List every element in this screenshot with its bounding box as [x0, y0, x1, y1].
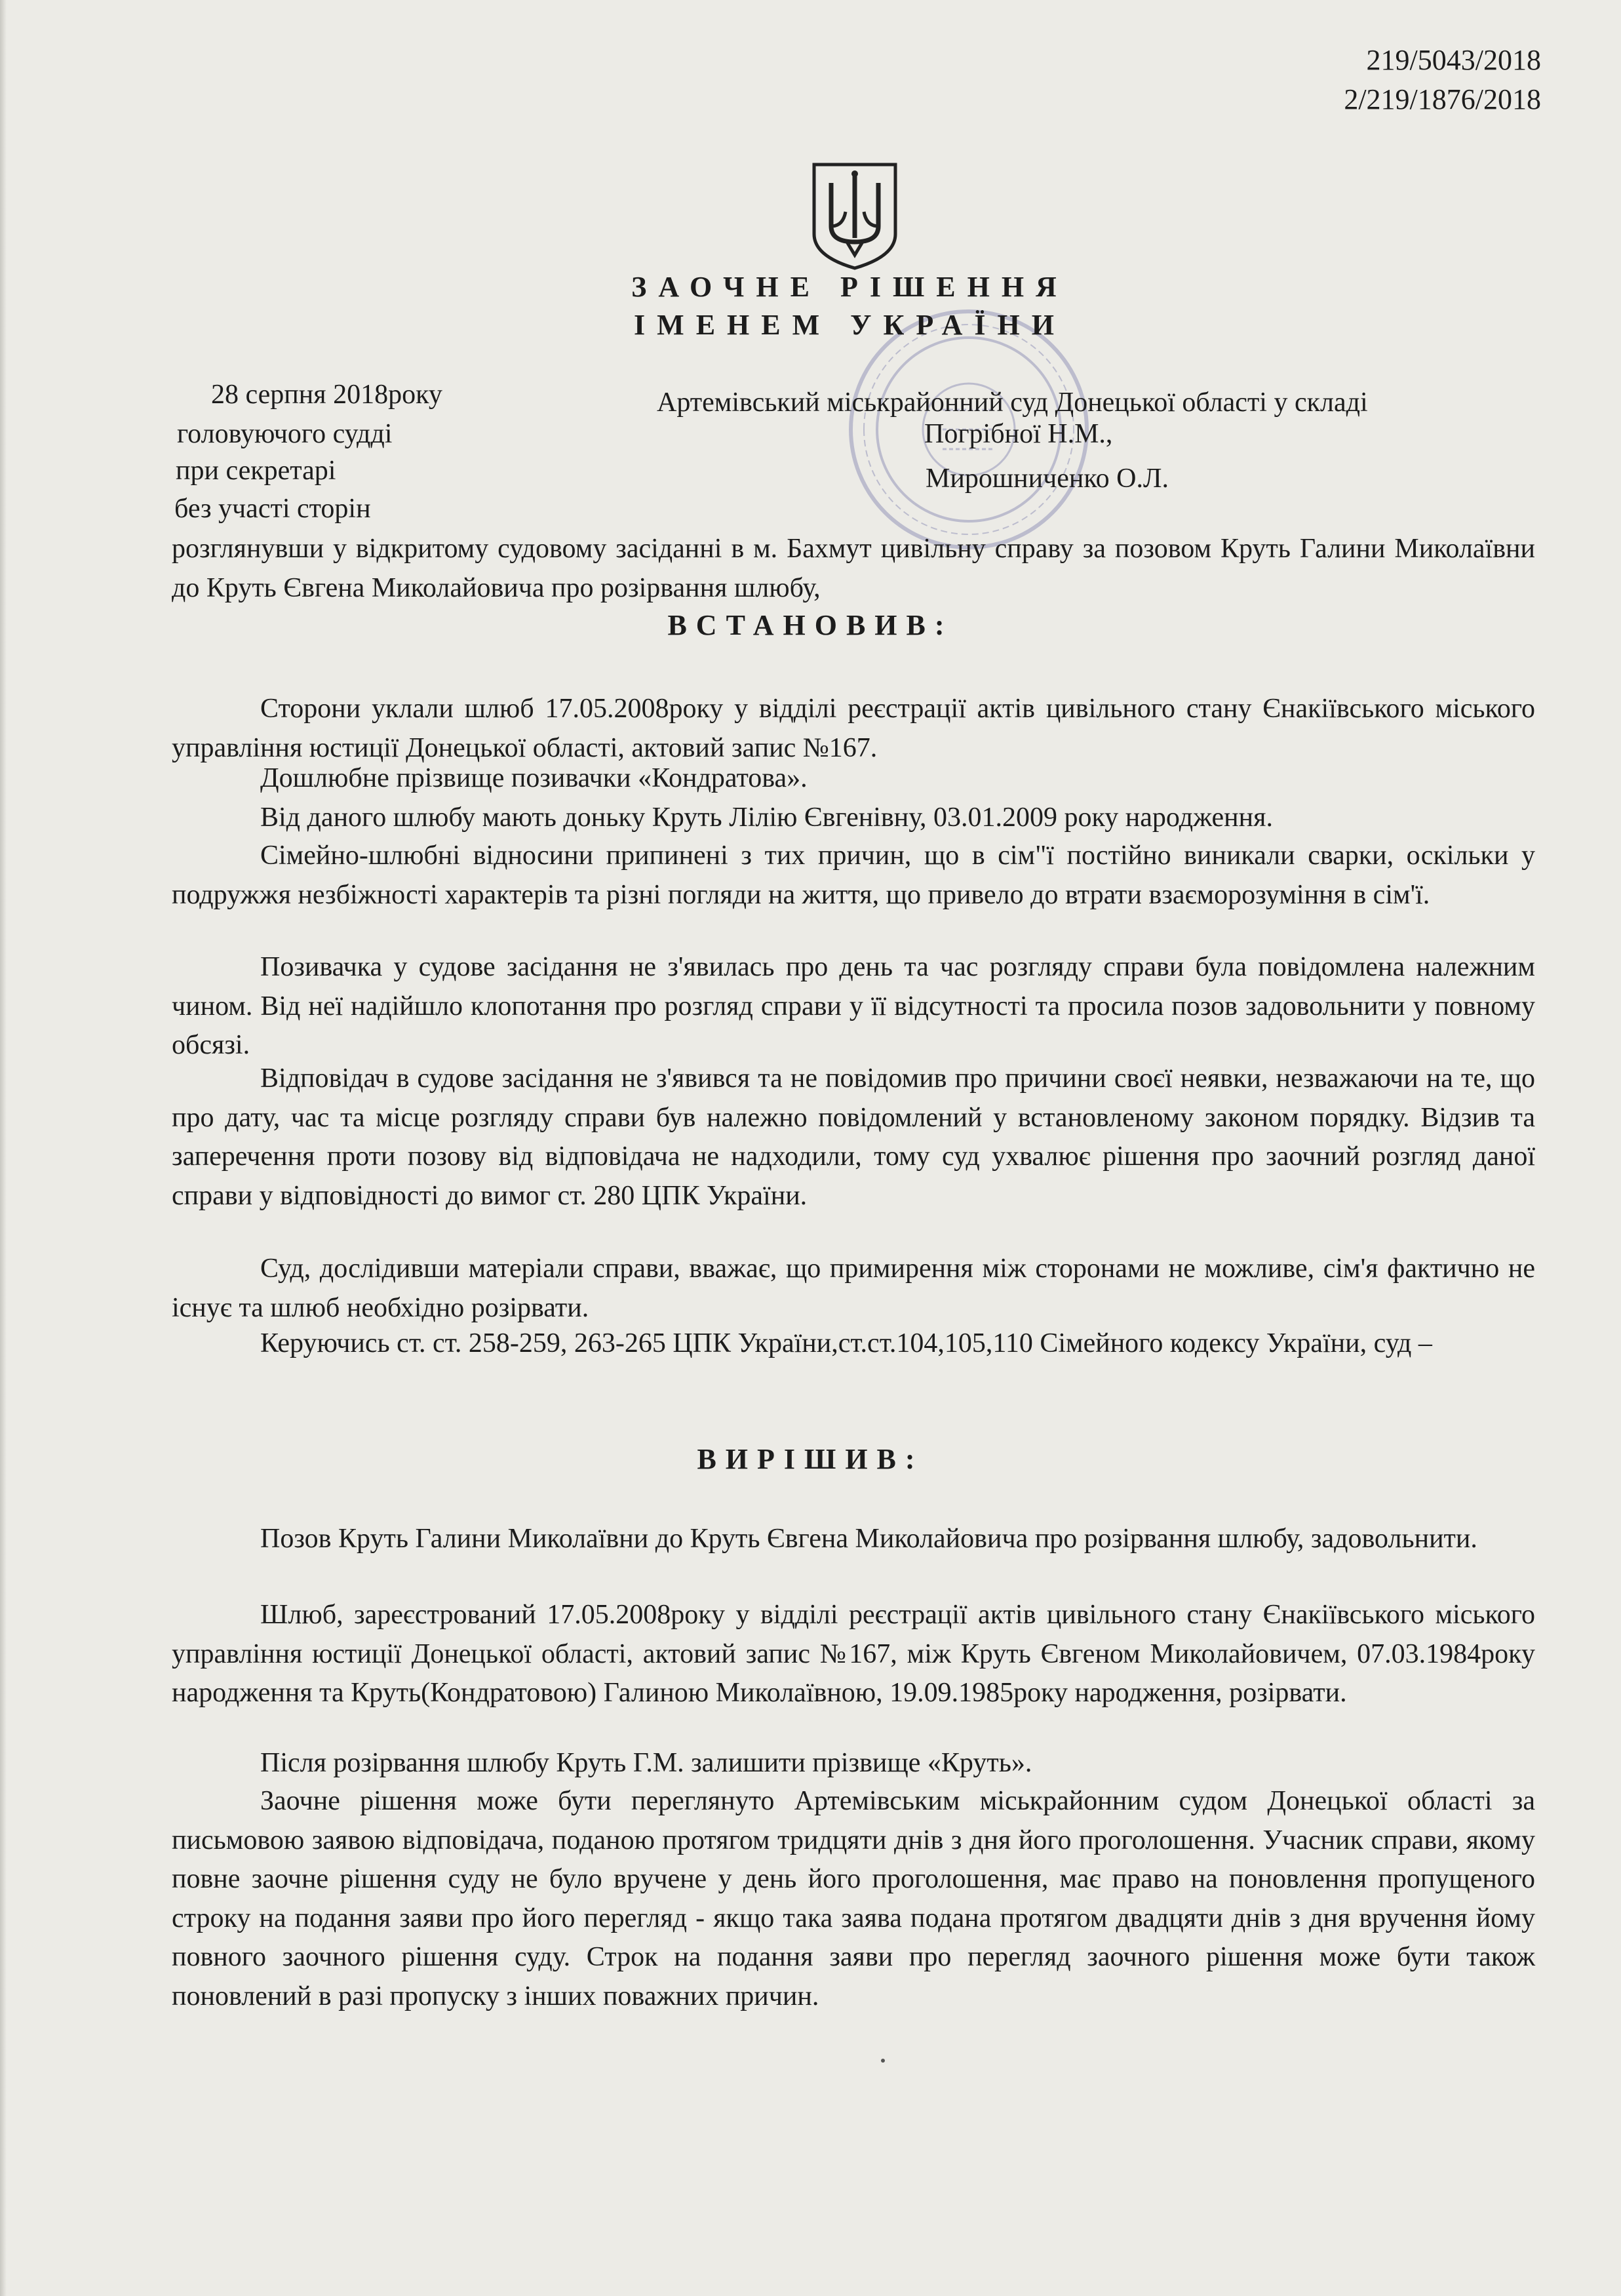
established-paragraph-6: Відповідач в судове засідання не з'явився та не повідомив про причини своєї неявки, незважаючи на те, що про дату, час та місце розгляду справи був належно повідомлений у встановленому законом порядку. Відзив та заперечення проти позову від відповідача не надходили, тому суд ухвалює рішення про заочний розгляд даної справи у відповідності до вимог ст. 280 ЦПК України.: [172, 1063, 1535, 1211]
coat-of-arms-icon: [809, 161, 901, 272]
parties-absent: без участі сторін: [174, 494, 371, 524]
scan-speck: [881, 2059, 885, 2063]
established-paragraph-7: Суд, дослідивши матеріали справи, вважає, що примирення між сторонами не можливе, сім'я фактично не існує та шлюб необхідно розірвати.: [172, 1254, 1535, 1323]
intro-paragraph: розглянувши у відкритому судовому засіданні в м. Бахмут цивільну справу за позовом Круть Галини Миколаївни до Круть Євгена Миколайовича про розірвання шлюбу,: [172, 534, 1535, 603]
established-paragraph-3: Від даного шлюбу мають доньку Круть Лілію Євгенівну, 03.01.2009 року народження.: [260, 802, 1273, 833]
case-number-1: 219/5043/2018: [1366, 44, 1541, 76]
decided-heading: ВИРІШИВ:: [697, 1443, 924, 1475]
established-paragraph-4: Сімейно-шлюбні відносини припинені з тих причин, що в сім"ї постійно виникали сварки, оскільки у подружжя незбіжності характерів та різні погляди на життя, що привело до втрати взаєморозуміння в сім'ї.: [172, 841, 1535, 910]
established-paragraph-1: Сторони уклали шлюб 17.05.2008року у відділі реєстрації актів цивільного стану Єнакіївського міського управління юстиції Донецької області, актовий запис №167.: [172, 694, 1535, 763]
secretary-label: при секретарі: [176, 456, 336, 486]
document-subtitle: ІМЕНЕМ УКРАЇНИ: [634, 309, 1066, 341]
established-paragraph-8: Керуючись ст. ст. 258-259, 263-265 ЦПК України,ст.ст.104,105,110 Сімейного кодексу України, суд –: [260, 1328, 1432, 1358]
case-numbers: [1344, 41, 1541, 119]
established-heading: ВСТАНОВИВ:: [667, 609, 954, 641]
case-number-2: 2/219/1876/2018: [1344, 83, 1541, 115]
decided-paragraph-3: Після розірвання шлюбу Круть Г.М. залишити прізвище «Круть».: [260, 1748, 1032, 1778]
court-name: Артемівський міськрайонний суд Донецької області у складі: [657, 387, 1368, 418]
judge-name: Погрібної Н.М.,: [924, 419, 1113, 449]
document-title: ЗАОЧНЕ РІШЕННЯ: [631, 271, 1068, 303]
decided-paragraph-4: Заочне рішення може бути переглянуто Артемівським міськрайонним судом Донецької області за письмовою заявою відповідача, поданою протягом тридцяти днів з дня його проголошення. Учасник справи, якому повне заочне рішення суду не було вручене у день його проголошення, має право на поновлення пропущеного строку на подання заяви про його перегляд - якщо така заява подана протягом двадцяти днів з дня вручення йому повного заочного рішення суду. Строк на подання заяви про перегляд заочного рішення може бути також поновлений в разі пропуску з інших поважних причин.: [172, 1786, 1535, 2011]
scan-edge-shadow: [0, 0, 7, 2296]
decided-paragraph-1: Позов Круть Галини Миколаївни до Круть Євгена Миколайовича про розірвання шлюбу, задовольнити.: [260, 1524, 1477, 1554]
secretary-name: Мирошниченко О.Л.: [926, 464, 1169, 494]
established-paragraph-2: Дошлюбне прізвище позивачки «Кондратова».: [260, 763, 808, 793]
decision-date: 28 серпня 2018року: [211, 380, 442, 410]
decided-paragraph-2: Шлюб, зареєстрований 17.05.2008року у відділі реєстрації актів цивільного стану Єнакіївського міського управління юстиції Донецької області, актовий запис №167, між Круть Євгеном Миколайовичем, 07.03.1984року народження та Круть(Кондратовою) Галиною Миколаївною, 19.09.1985року народження, розірвати.: [172, 1600, 1535, 1708]
judge-label: головуючого судді: [177, 419, 393, 449]
established-paragraph-5: Позивачка у судове засідання не з'явилась про день та час розгляду справи була повідомлена належним чином. Від неї надійшло клопотання про розгляд справи у її відсутності та просила позов задовольнити у повному обсязі.: [172, 952, 1535, 1060]
